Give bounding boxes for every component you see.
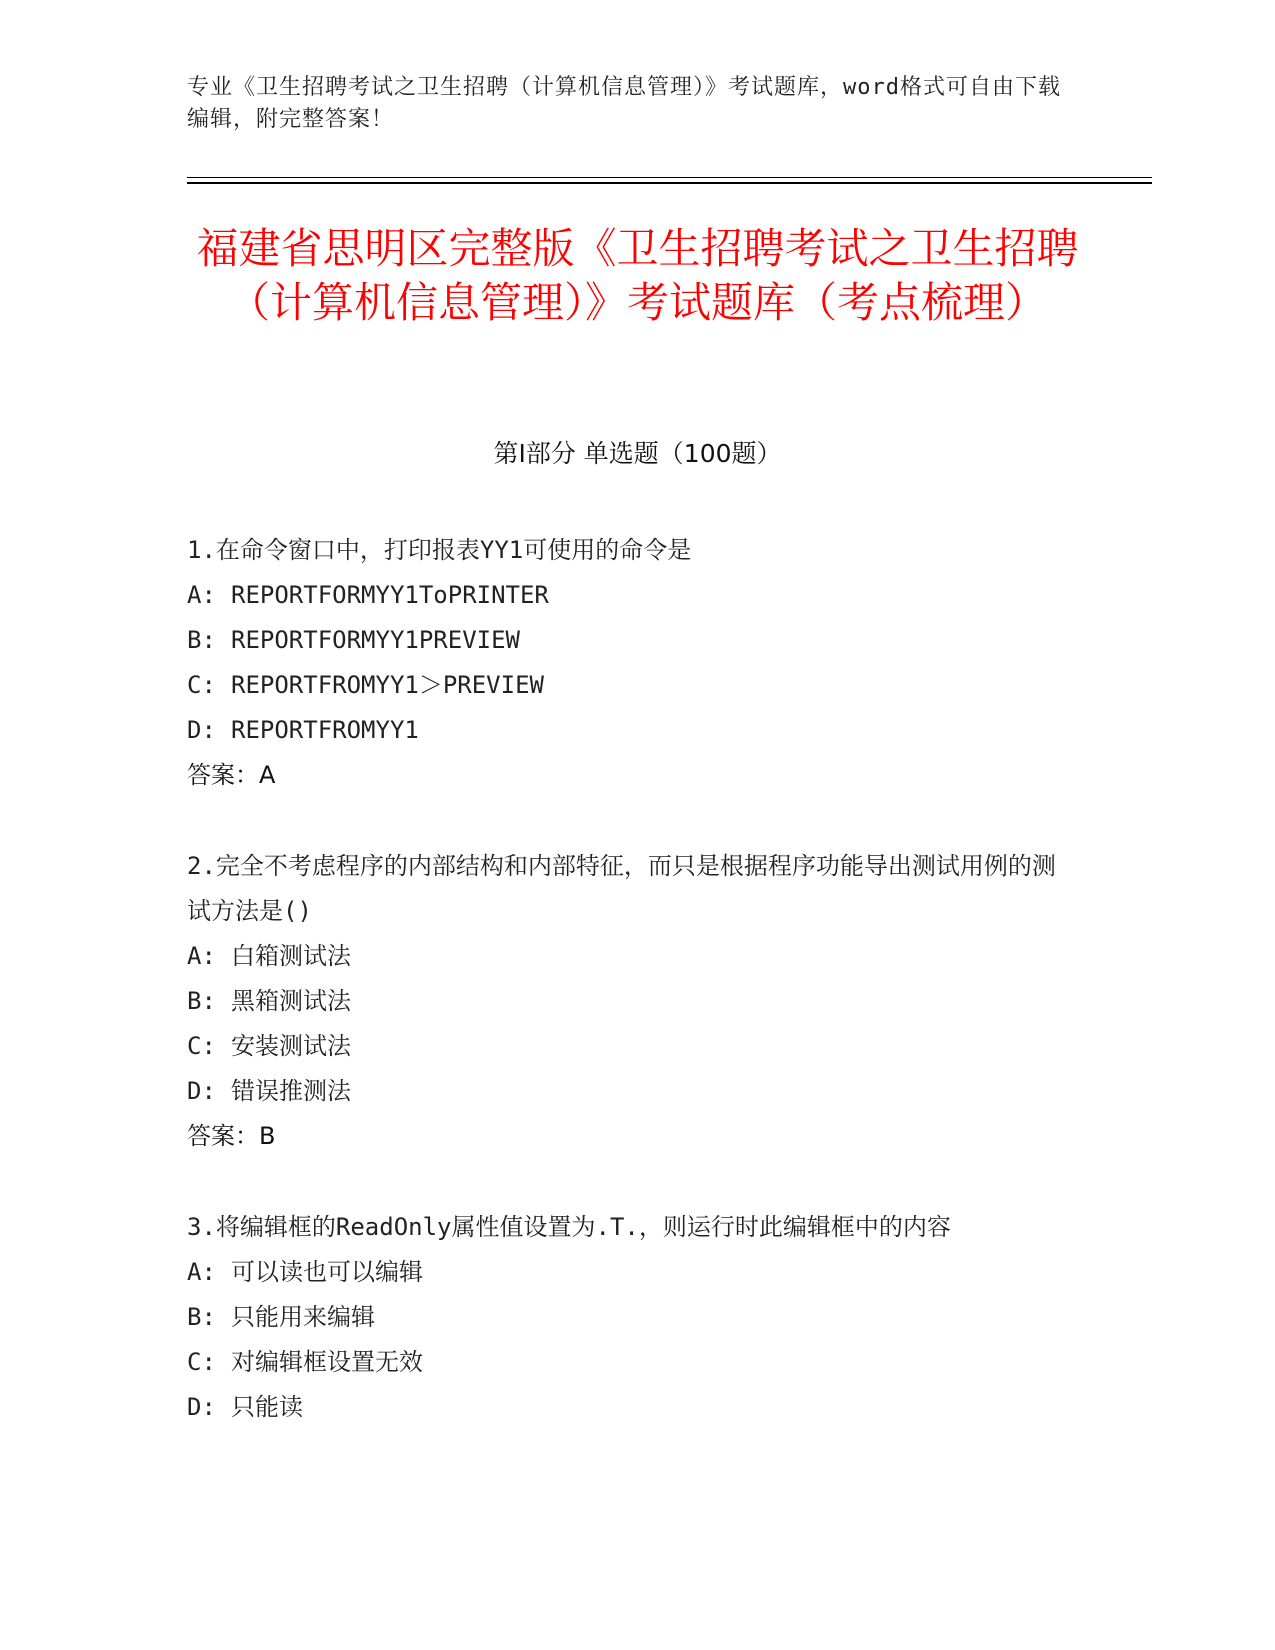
- option-a: [187, 1250, 1067, 1295]
- option-b: [187, 979, 1067, 1024]
- option-text: REPORTFORMYY1ToPRINTER: [231, 581, 549, 609]
- header-divider-top: [187, 177, 1152, 178]
- option-letter: C:: [187, 671, 216, 699]
- option-text: 错误推测法: [231, 1077, 351, 1105]
- option-letter: D:: [187, 1077, 216, 1105]
- option-letter: A:: [187, 942, 216, 970]
- question-stem: 1.在命令窗口中，打印报表YY1可使用的命令是: [187, 536, 692, 564]
- option-text: REPORTFROMYY1＞PREVIEW: [231, 671, 544, 699]
- option-text: 黑箱测试法: [231, 987, 351, 1015]
- option-letter: A:: [187, 581, 216, 609]
- option-text: 对编辑框设置无效: [231, 1348, 423, 1376]
- option-d: [187, 708, 1067, 753]
- section-heading: 第Ⅰ部分 单选题（100题）: [493, 439, 782, 468]
- option-letter: B:: [187, 626, 216, 654]
- option-d: [187, 1385, 1067, 1430]
- option-text: 安装测试法: [231, 1032, 351, 1060]
- option-text: 只能读: [231, 1393, 303, 1421]
- option-c: [187, 1340, 1067, 1385]
- option-text: REPORTFORMYY1PREVIEW: [231, 626, 520, 654]
- option-text: 白箱测试法: [231, 942, 351, 970]
- option-c: [187, 1024, 1067, 1069]
- option-letter: A:: [187, 1258, 216, 1286]
- answer-line: 答案：A: [187, 761, 276, 789]
- question-stem: 3.将编辑框的ReadOnly属性值设置为.T.，则运行时此编辑框中的内容: [187, 1213, 951, 1241]
- option-a: [187, 573, 1067, 618]
- option-letter: D:: [187, 716, 216, 744]
- option-b: [187, 618, 1067, 663]
- option-letter: B:: [187, 1303, 216, 1331]
- option-letter: C:: [187, 1348, 216, 1376]
- question-3: [187, 1205, 1067, 1430]
- option-text: 可以读也可以编辑: [231, 1258, 423, 1286]
- option-letter: D:: [187, 1393, 216, 1421]
- question-2: [187, 844, 1067, 1159]
- answer-line: 答案：B: [187, 1122, 276, 1150]
- question-stem: 2.完全不考虑程序的内部结构和内部特征，而只是根据程序功能导出测试用例的测试方法是(): [187, 852, 1056, 925]
- option-c: [187, 663, 1067, 708]
- option-text: REPORTFROMYY1: [231, 716, 419, 744]
- option-letter: B:: [187, 987, 216, 1015]
- option-d: [187, 1069, 1067, 1114]
- question-list: [187, 528, 1067, 1476]
- option-a: [187, 934, 1067, 979]
- header-note: 专业《卫生招聘考试之卫生招聘（计算机信息管理）》考试题库，word格式可自由下载编辑，附完整答案！: [187, 75, 1061, 132]
- header-divider-bottom: [187, 182, 1152, 184]
- option-letter: C:: [187, 1032, 216, 1060]
- option-b: [187, 1295, 1067, 1340]
- document-title: 福建省思明区完整版《卫生招聘考试之卫生招聘（计算机信息管理）》考试题库（考点梳理）: [196, 224, 1079, 327]
- question-1: [187, 528, 1067, 798]
- option-text: 只能用来编辑: [231, 1303, 375, 1331]
